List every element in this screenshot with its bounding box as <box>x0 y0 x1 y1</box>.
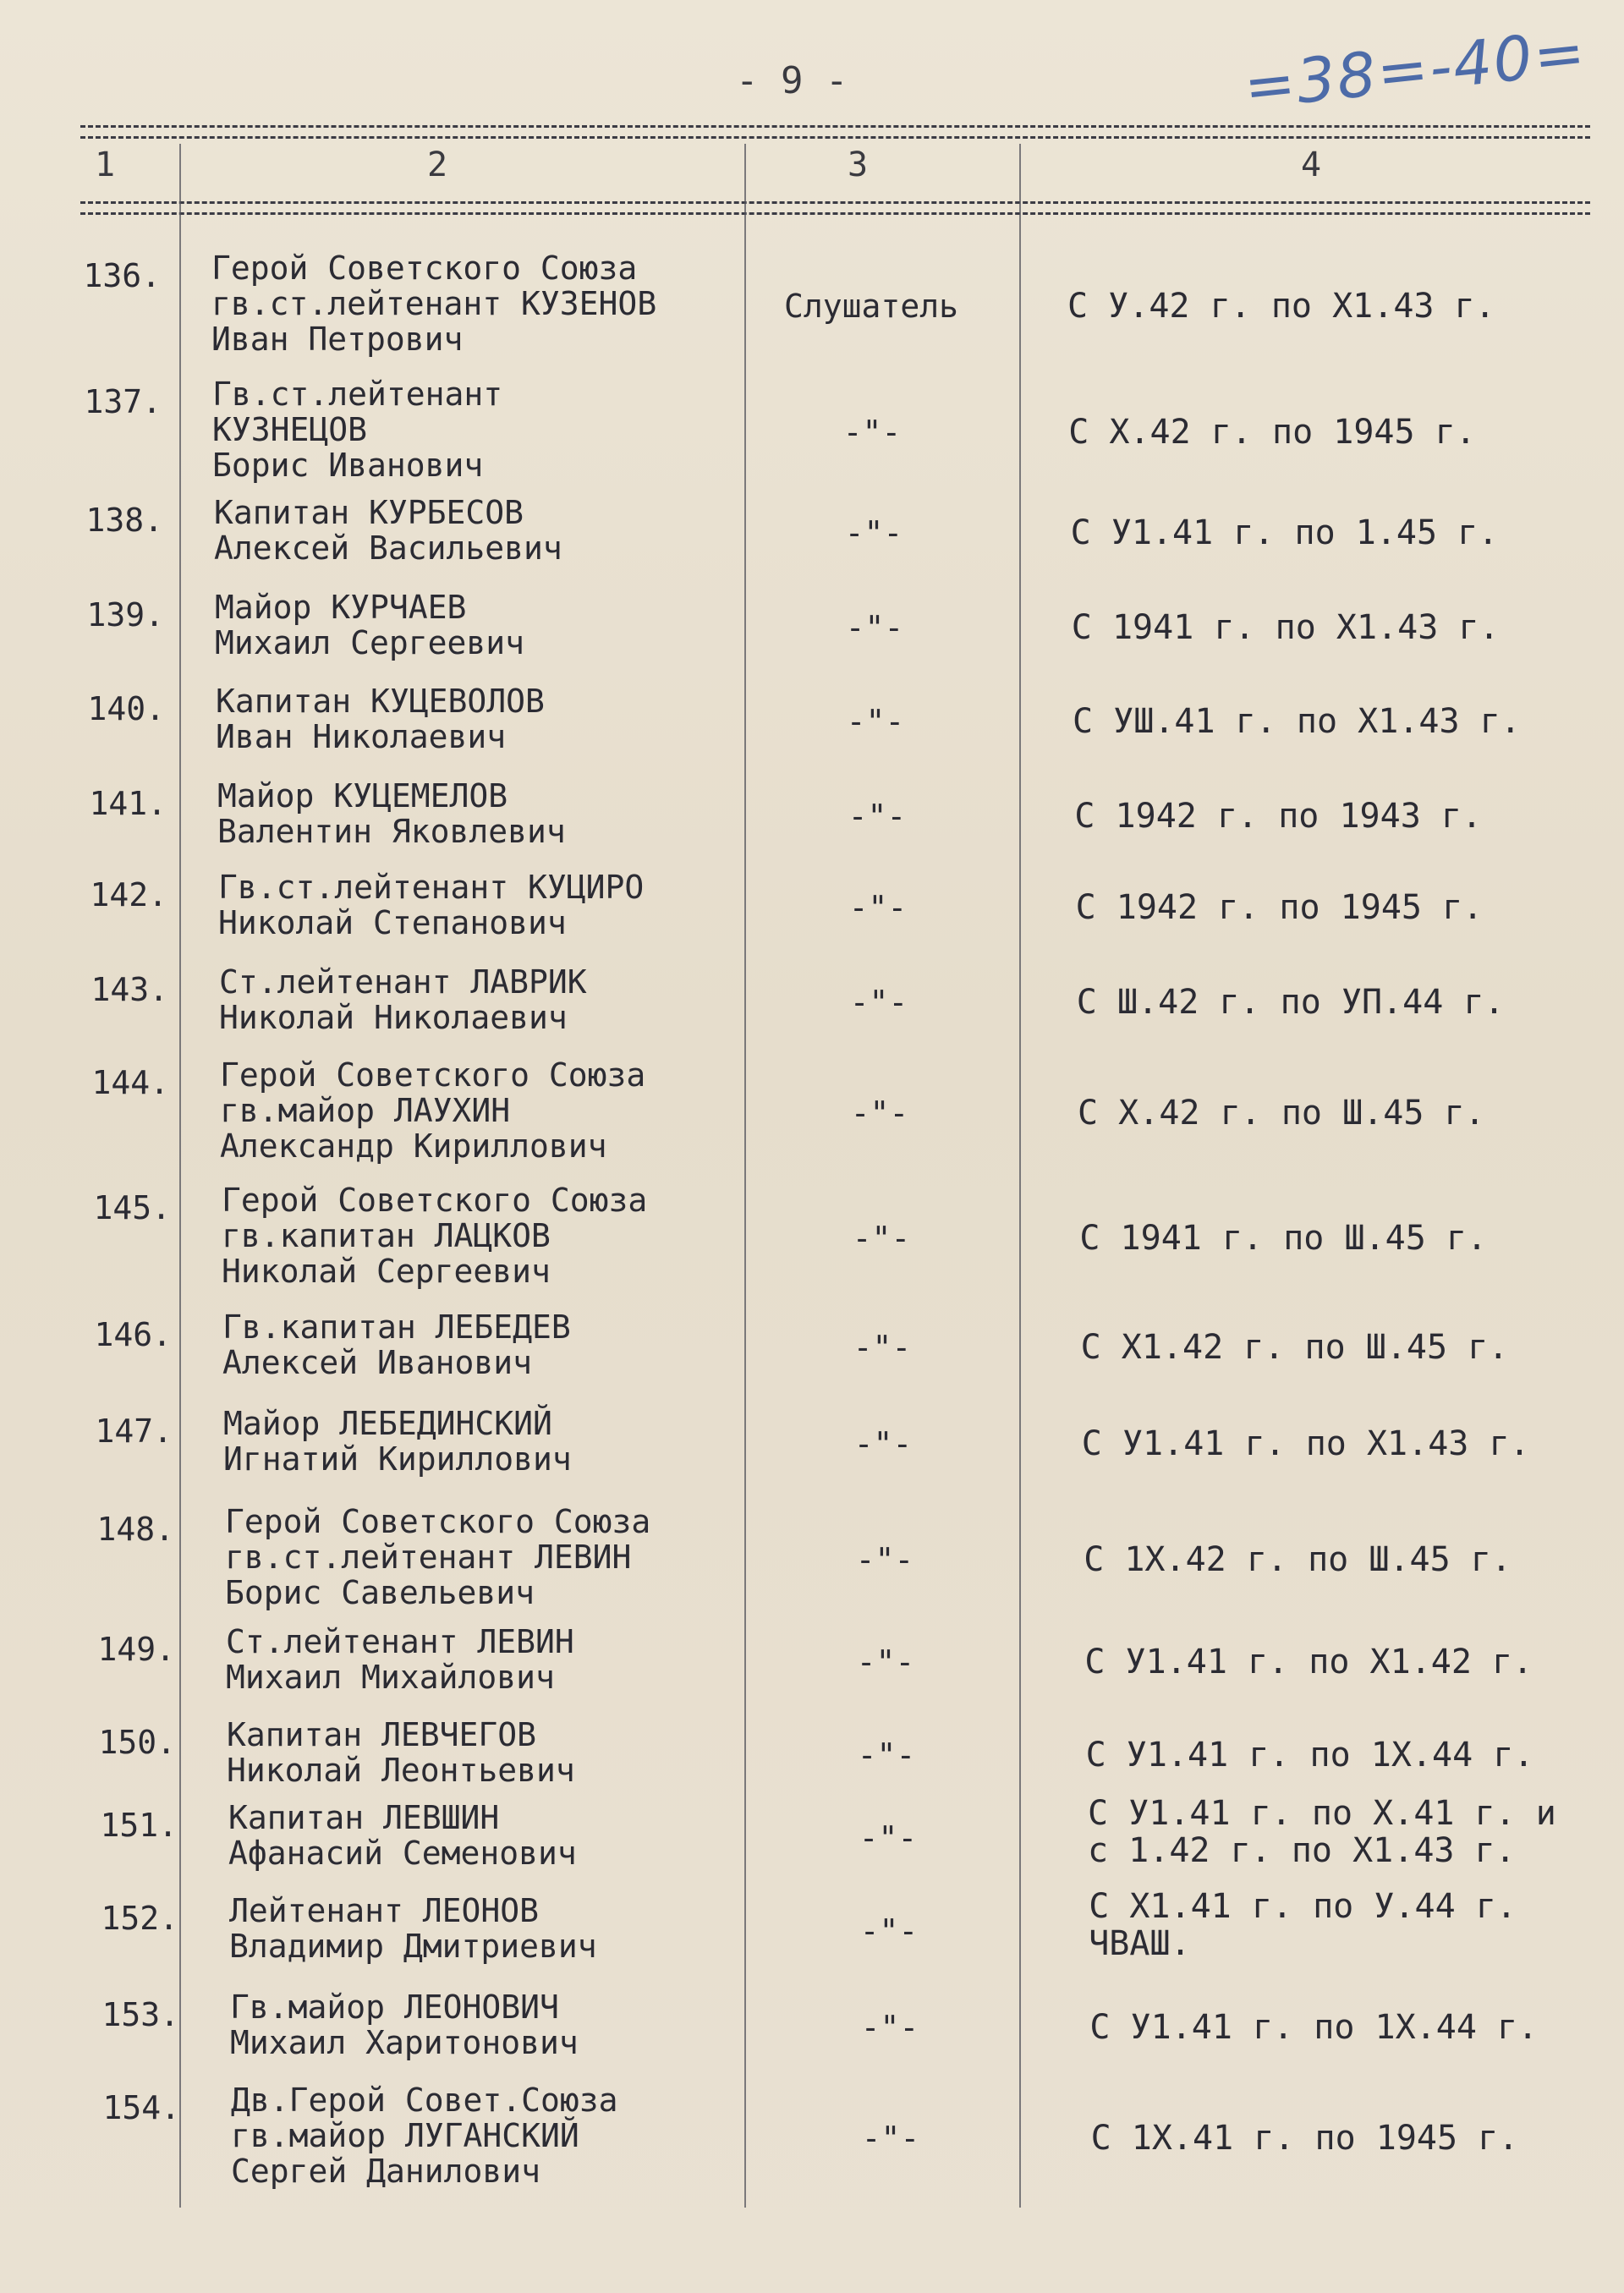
period-line: С 1941 г. по Ш.45 г. <box>1079 1219 1488 1258</box>
role-cell: -"- <box>849 984 908 1021</box>
service-period-cell <box>1076 889 1484 926</box>
person-name-cell <box>215 590 524 661</box>
person-name-cell <box>222 1182 647 1289</box>
row-number: 139. <box>86 596 164 634</box>
column-header-1: 1 <box>95 145 116 184</box>
period-line: С Ш.42 г. по УП.44 г. <box>1076 983 1505 1022</box>
name-line: Сергей Данилович <box>231 2153 541 2190</box>
period-line: С У1.41 г. по 1Х.44 г. <box>1085 1736 1534 1775</box>
role-cell: -"- <box>861 2120 920 2157</box>
service-period-cell <box>1082 1425 1530 1462</box>
period-line: С Х.42 г. по 1945 г. <box>1068 413 1476 452</box>
service-period-cell <box>1091 2120 1519 2157</box>
service-period-cell <box>1067 288 1495 325</box>
row-number: 146. <box>94 1316 172 1353</box>
handwritten-page-mark: =38=-40= <box>1240 16 1590 123</box>
period-line: С 1942 г. по 1945 г. <box>1075 888 1484 927</box>
service-period-cell <box>1074 798 1482 835</box>
period-line: С 1Х.41 г. по 1945 г. <box>1090 2119 1519 2158</box>
service-period-cell <box>1079 1220 1487 1257</box>
name-line: Михаил Сергеевич <box>215 624 525 661</box>
person-name-cell <box>223 1406 572 1477</box>
column-header-2: 2 <box>427 145 448 184</box>
period-line: С 1942 г. по 1943 г. <box>1074 797 1483 836</box>
period-line: ЧВАШ. <box>1089 1924 1191 1963</box>
row-number: 154. <box>102 2089 180 2126</box>
name-line: Алексей Иванович <box>222 1344 533 1381</box>
period-line: С У.42 г. по Х1.43 г. <box>1067 287 1495 326</box>
role-cell: -"- <box>850 1094 909 1132</box>
person-name-cell <box>222 1309 571 1380</box>
person-name-cell <box>228 1800 577 1871</box>
name-line: Герой Советского Союза <box>222 1182 648 1219</box>
person-name-cell <box>218 869 644 941</box>
person-name-cell <box>231 2082 618 2189</box>
role-cell: -"- <box>853 1425 913 1462</box>
row-number: 141. <box>89 785 167 822</box>
row-number: 147. <box>95 1413 173 1450</box>
service-period-cell <box>1068 414 1476 451</box>
service-period-cell <box>1089 1888 1517 1962</box>
period-line: С 1Х.42 г. по Ш.45 г. <box>1084 1540 1512 1579</box>
service-period-cell <box>1071 514 1499 551</box>
name-line: Майор КУРЧАЕВ <box>215 589 467 626</box>
name-line: Афанасий Семенович <box>228 1835 577 1872</box>
row-number: 150. <box>98 1724 176 1761</box>
name-line: Капитан ЛЕВШИН <box>228 1799 500 1836</box>
service-period-cell <box>1081 1329 1509 1366</box>
row-number: 138. <box>85 502 163 539</box>
column-header-4: 4 <box>1301 145 1322 184</box>
name-line: Валентин Яковлевич <box>217 813 566 850</box>
name-line: Михаил Михайлович <box>226 1659 555 1696</box>
name-line: Иван Петрович <box>211 321 464 358</box>
period-line: С 1941 г. по Х1.43 г. <box>1071 608 1500 647</box>
header-rule-bottom <box>80 201 1590 215</box>
name-line: гв.майор ЛАУХИН <box>220 1092 511 1129</box>
service-period-cell <box>1084 1643 1533 1681</box>
role-cell: -"- <box>853 1329 912 1366</box>
page-number: - 9 - <box>736 59 848 102</box>
period-line: С УШ.41 г. по Х1.43 г. <box>1073 702 1521 741</box>
name-line: Майор КУЦЕМЕЛОВ <box>217 777 508 815</box>
name-line: Лейтенант ЛЕОНОВ <box>229 1892 540 1929</box>
person-name-cell <box>217 778 566 849</box>
person-name-cell <box>219 964 587 1035</box>
role-cell: -"- <box>842 414 902 451</box>
name-line: Гв.ст.лейтенант <box>212 376 503 413</box>
period-line: С Х1.41 г. по У.44 г. <box>1089 1887 1517 1926</box>
name-line: Александр Кириллович <box>220 1127 607 1165</box>
row-number: 148. <box>96 1511 174 1548</box>
role-cell: -"- <box>857 1736 916 1774</box>
name-line: Николай Сергеевич <box>222 1253 551 1290</box>
column-divider-1 <box>179 144 181 2208</box>
name-line: Алексей Васильевич <box>214 529 562 567</box>
column-divider-3 <box>1019 144 1021 2208</box>
name-line: гв.ст.лейтенант КУЗЕНОВ <box>211 285 657 322</box>
name-line: Герой Советского Союза <box>220 1056 646 1094</box>
person-name-cell <box>225 1504 650 1610</box>
service-period-cell <box>1089 2009 1538 2046</box>
person-name-cell <box>212 376 502 483</box>
role-cell: -"- <box>860 2009 919 2046</box>
name-line: Михаил Харитонович <box>230 2024 579 2061</box>
role-cell: -"- <box>846 703 905 740</box>
name-line: Ст.лейтенант ЛЕВИН <box>226 1623 574 1660</box>
row-number: 149. <box>97 1631 175 1668</box>
role-cell: Слушатель <box>784 288 958 325</box>
name-line: Борис Савельевич <box>225 1574 535 1611</box>
service-period-cell <box>1086 1736 1534 1774</box>
name-line: Николай Николаевич <box>219 999 568 1036</box>
row-number: 145. <box>93 1189 171 1226</box>
name-line: гв.майор ЛУГАНСКИЙ <box>231 2117 579 2154</box>
service-period-cell <box>1078 1094 1485 1132</box>
role-cell: -"- <box>845 609 904 646</box>
name-line: Капитан КУЦЕВОЛОВ <box>216 683 545 720</box>
header-rule-top <box>80 125 1590 139</box>
period-line: С У1.41 г. по Х1.43 г. <box>1081 1424 1530 1463</box>
period-line: С У1.41 г. по 1.45 г. <box>1070 513 1499 552</box>
row-number: 144. <box>91 1064 169 1101</box>
name-line: Дв.Герой Совет.Союза <box>231 2082 618 2119</box>
name-line: Ст.лейтенант ЛАВРИК <box>219 963 587 1001</box>
period-line: С Х1.42 г. по Ш.45 г. <box>1080 1328 1509 1367</box>
row-number: 152. <box>101 1900 178 1937</box>
service-period-cell <box>1077 984 1505 1021</box>
row-number: 140. <box>87 690 165 727</box>
name-line: Капитан КУРБЕСОВ <box>214 494 524 531</box>
name-line: гв.ст.лейтенант ЛЕВИН <box>225 1539 632 1576</box>
person-name-cell <box>220 1057 645 1164</box>
name-line: КУЗНЕЦОВ <box>212 411 368 448</box>
column-header-3: 3 <box>848 145 869 184</box>
person-name-cell <box>226 1624 574 1695</box>
name-line: Николай Степанович <box>218 904 567 941</box>
role-cell: -"- <box>856 1643 915 1681</box>
person-name-cell <box>214 495 562 566</box>
role-cell: -"- <box>852 1220 911 1257</box>
name-line: Владимир Дмитриевич <box>229 1928 597 1965</box>
service-period-cell <box>1084 1541 1512 1578</box>
role-cell: -"- <box>848 889 908 926</box>
name-line: Игнатий Кириллович <box>223 1440 572 1478</box>
name-line: Борис Иванович <box>212 447 484 484</box>
row-number: 153. <box>102 1996 179 2033</box>
role-cell: -"- <box>859 1912 919 1950</box>
name-line: гв.капитан ЛАЦКОВ <box>222 1217 551 1254</box>
name-line: Герой Советского Союза <box>225 1503 651 1540</box>
name-line: Гв.майор ЛЕОНОВИЧ <box>230 1989 559 2026</box>
row-number: 151. <box>100 1807 178 1844</box>
name-line: Майор ЛЕБЕДИНСКИЙ <box>223 1405 552 1442</box>
person-name-cell <box>229 1893 597 1964</box>
name-line: Николай Леонтьевич <box>227 1752 575 1789</box>
person-name-cell <box>211 250 656 357</box>
row-number: 143. <box>91 971 168 1008</box>
period-line: С У1.41 г. по Х1.42 г. <box>1084 1643 1533 1681</box>
service-period-cell <box>1072 609 1500 646</box>
role-cell: -"- <box>844 514 903 551</box>
role-cell: -"- <box>855 1541 914 1578</box>
role-cell: -"- <box>859 1819 918 1857</box>
period-line: с 1.42 г. по Х1.43 г. <box>1088 1831 1516 1870</box>
name-line: Капитан ЛЕВЧЕГОВ <box>227 1716 537 1753</box>
period-line: С У1.41 г. по Х.41 г. и <box>1088 1794 1556 1833</box>
period-line: С Х.42 г. по Ш.45 г. <box>1078 1094 1485 1133</box>
period-line: С У1.41 г. по 1Х.44 г. <box>1089 2008 1539 2047</box>
service-period-cell <box>1088 1795 1556 1869</box>
person-name-cell <box>230 1989 579 2060</box>
row-number: 137. <box>84 383 162 420</box>
row-number: 136. <box>83 257 161 294</box>
service-period-cell <box>1073 703 1521 740</box>
row-number: 142. <box>90 876 167 913</box>
name-line: Гв.капитан ЛЕБЕДЕВ <box>222 1308 571 1346</box>
person-name-cell <box>216 683 545 754</box>
name-line: Гв.ст.лейтенант КУЦИРО <box>218 869 645 906</box>
name-line: Герой Советского Союза <box>211 250 638 287</box>
role-cell: -"- <box>848 798 907 835</box>
column-divider-2 <box>744 144 746 2208</box>
person-name-cell <box>227 1717 575 1788</box>
name-line: Иван Николаевич <box>216 718 507 755</box>
